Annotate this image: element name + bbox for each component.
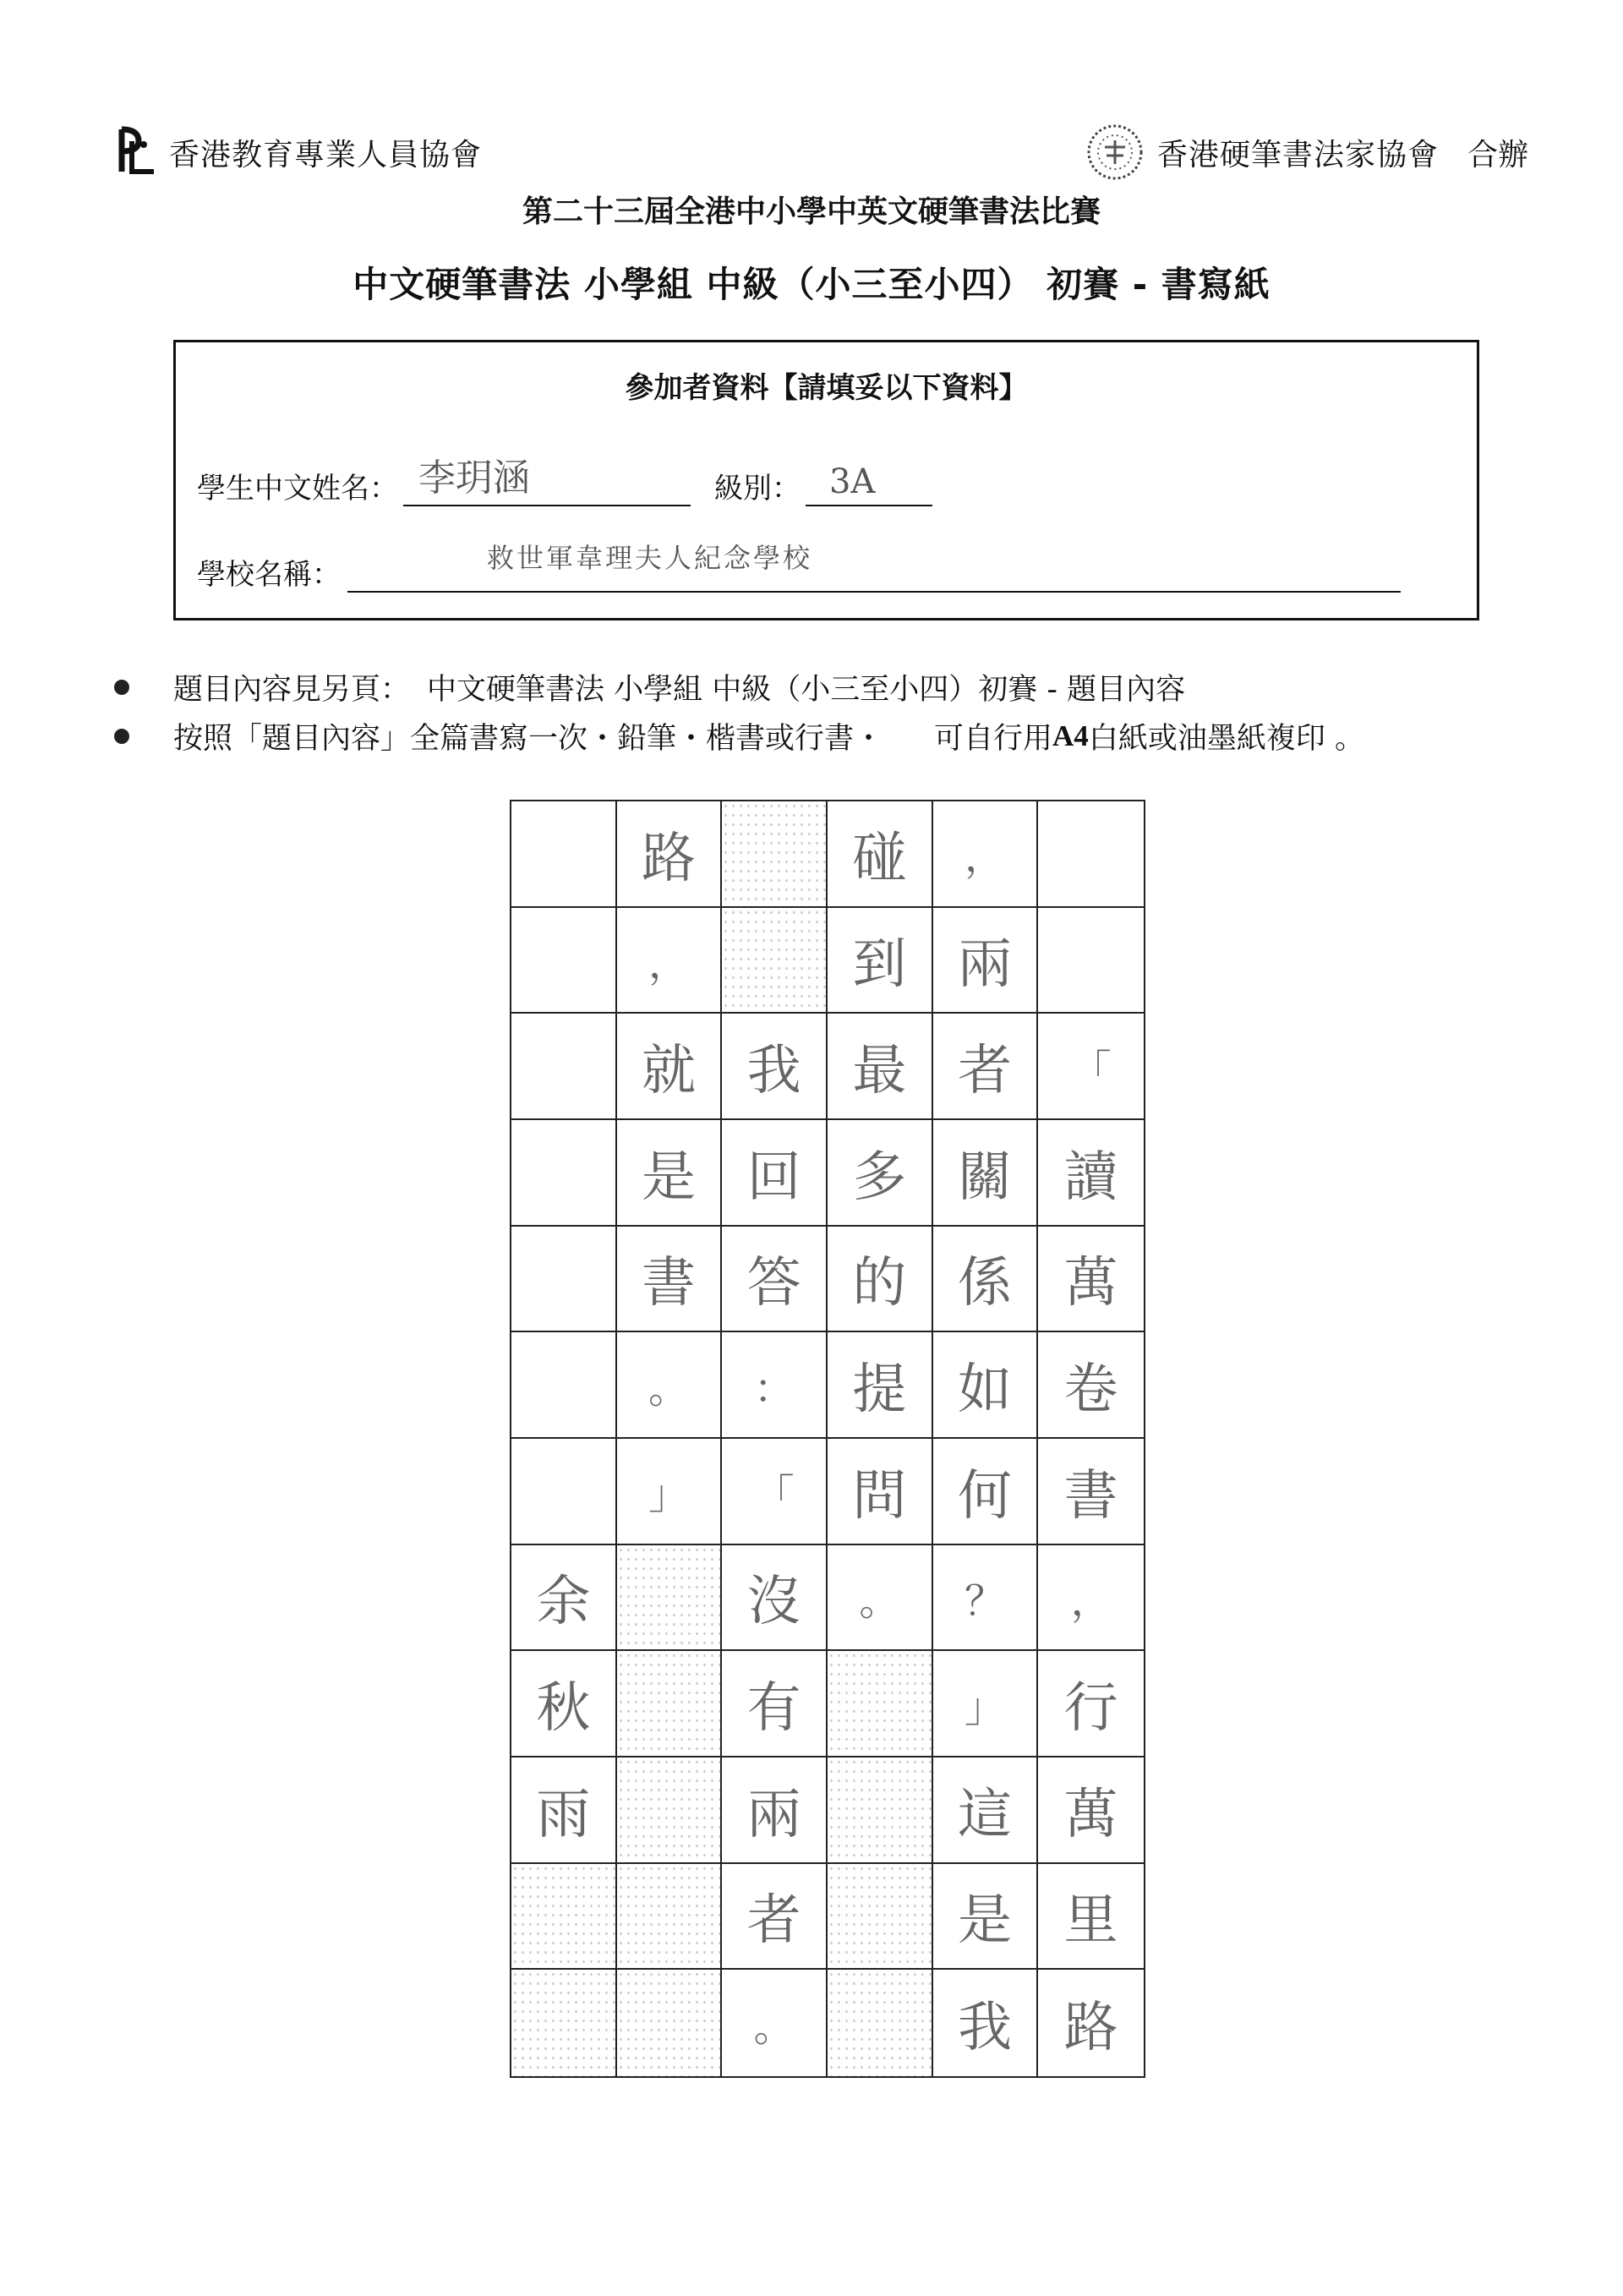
- participant-heading: 參加者資料【請填妥以下資料】: [625, 371, 1028, 405]
- grid-cell: 讀: [1038, 1120, 1144, 1227]
- instruction-1-text: 中文硬筆書法 小學組 中級（小三至小四）初賽 - 題目內容: [427, 673, 1186, 707]
- student-name-field[interactable]: [403, 456, 691, 506]
- grid-cell: 我: [933, 1970, 1039, 2076]
- grid-cell: 「: [722, 1439, 828, 1545]
- grid-cell: 就: [617, 1014, 723, 1120]
- school-name-field[interactable]: [347, 542, 1401, 593]
- school-name-value: 救世軍韋理夫人紀念學校: [487, 542, 813, 574]
- instruction-2-copy-tail: 白紙或油墨紙複印 。: [1088, 722, 1364, 756]
- grid-cell: 答: [722, 1227, 828, 1333]
- grid-cell: ，: [1038, 1545, 1144, 1652]
- grid-cell: [511, 1439, 617, 1545]
- grid-cell: 「: [1038, 1014, 1144, 1120]
- grade-label: 級別：: [714, 472, 801, 506]
- grid-cell: [511, 801, 617, 908]
- grid-cell: 書: [1038, 1439, 1144, 1545]
- grid-cell: 」: [933, 1651, 1039, 1758]
- grid-cell: [511, 1864, 617, 1971]
- grid-cell: ：: [722, 1332, 828, 1439]
- grid-cell: [617, 1545, 723, 1652]
- school-row: [197, 542, 1401, 593]
- grid-cell: 是: [933, 1864, 1039, 1971]
- grid-cell: [511, 908, 617, 1014]
- grid-cell: 是: [617, 1120, 723, 1227]
- name-row: [197, 456, 932, 506]
- student-name-label: 學生中文姓名：: [197, 472, 398, 506]
- grid-cell: 秋: [511, 1651, 617, 1758]
- ptu-logo-icon: [110, 123, 161, 182]
- grid-cell: [828, 1651, 933, 1758]
- organizer-left-name: 香港教育專業人員協會: [169, 137, 483, 172]
- grid-cell: 萬: [1038, 1758, 1144, 1864]
- association-seal-icon: [1085, 122, 1145, 183]
- instruction-2-copy-note: 可自行用: [934, 722, 1053, 756]
- grid-cell: [511, 1970, 617, 2076]
- grid-cell: ，: [933, 801, 1039, 908]
- grid-cell: 回: [722, 1120, 828, 1227]
- writing-grid: [510, 800, 1145, 2078]
- grid-cell: [617, 1758, 723, 1864]
- grid-cell: 如: [933, 1332, 1039, 1439]
- grid-cell: 係: [933, 1227, 1039, 1333]
- grid-cell: [1038, 801, 1144, 908]
- grid-cell: 雨: [511, 1758, 617, 1864]
- grid-cell: [722, 801, 828, 908]
- grid-cell: [511, 1014, 617, 1120]
- grid-cell: [828, 1864, 933, 1971]
- school-name-label: 學校名稱：: [197, 558, 341, 592]
- grid-cell: 。: [722, 1970, 828, 2076]
- co-organize-label: 合辦: [1467, 137, 1528, 172]
- grid-cell: 者: [933, 1014, 1039, 1120]
- grid-cell: ，: [617, 908, 723, 1014]
- bullet-icon: [114, 680, 129, 695]
- grid-cell: 萬: [1038, 1227, 1144, 1333]
- grade-value: 3A: [829, 462, 876, 501]
- grid-cell: 者: [722, 1864, 828, 1971]
- grid-cell: 。: [617, 1332, 723, 1439]
- grid-cell: ？: [933, 1545, 1039, 1652]
- grid-cell: 書: [617, 1227, 723, 1333]
- grid-cell: 里: [1038, 1864, 1144, 1971]
- grid-cell: 的: [828, 1227, 933, 1333]
- grid-cell: 提: [828, 1332, 933, 1439]
- grid-cell: [828, 1970, 933, 2076]
- grid-cell: [828, 1758, 933, 1864]
- competition-title: 第二十三屆全港中小學中英文硬筆書法比賽: [522, 194, 1101, 229]
- grade-field[interactable]: [806, 462, 932, 506]
- grid-cell: 多: [828, 1120, 933, 1227]
- grid-cell: 卷: [1038, 1332, 1144, 1439]
- grid-cell: [511, 1120, 617, 1227]
- grid-cell: [617, 1651, 723, 1758]
- grid-cell: 問: [828, 1439, 933, 1545]
- grid-cell: 路: [617, 801, 723, 908]
- grid-cell: 最: [828, 1014, 933, 1120]
- grid-cell: 。: [828, 1545, 933, 1652]
- grid-cell: 兩: [722, 1758, 828, 1864]
- grid-cell: 余: [511, 1545, 617, 1652]
- grid-cell: [617, 1970, 723, 2076]
- grid-cell: [722, 908, 828, 1014]
- grid-cell: 路: [1063, 1997, 1118, 2060]
- grid-cell: [511, 1227, 617, 1333]
- grid-cell: 有: [722, 1651, 828, 1758]
- grid-cell: 」: [617, 1439, 723, 1545]
- grid-cell: [511, 1332, 617, 1439]
- instruction-1-label: 題目內容見另頁：: [173, 673, 411, 707]
- participant-info-box: [173, 340, 1479, 620]
- grid-cell: 碰: [828, 801, 933, 908]
- grid-cell: 兩: [933, 908, 1039, 1014]
- organizer-left: [110, 118, 482, 186]
- instruction-2: [114, 715, 1364, 757]
- grid-cell: 關: [933, 1120, 1039, 1227]
- grid-cell: [617, 1864, 723, 1971]
- grid-cell: 我: [722, 1014, 828, 1120]
- organizer-right-name: 香港硬筆書法家協會: [1156, 137, 1439, 172]
- grid-cell: [1038, 908, 1144, 1014]
- organizer-right: [1085, 118, 1528, 186]
- student-name-value: 李玥涵: [418, 456, 530, 500]
- instruction-1: [114, 666, 1185, 708]
- grid-cell: 到: [828, 908, 933, 1014]
- sheet-title: 中文硬筆書法 小學組 中級（小三至小四） 初賽 - 書寫紙: [352, 264, 1271, 305]
- instruction-2-text: 按照「題目內容」全篇書寫一次・鉛筆・楷書或行書・: [173, 722, 884, 756]
- bullet-icon: [114, 729, 129, 744]
- grid-cell: 這: [933, 1758, 1039, 1864]
- grid-cell: 沒: [722, 1545, 828, 1652]
- instruction-2-paper-size: A4: [1052, 719, 1089, 752]
- grid-cell: 何: [933, 1439, 1039, 1545]
- grid-cell: 行: [1038, 1651, 1144, 1758]
